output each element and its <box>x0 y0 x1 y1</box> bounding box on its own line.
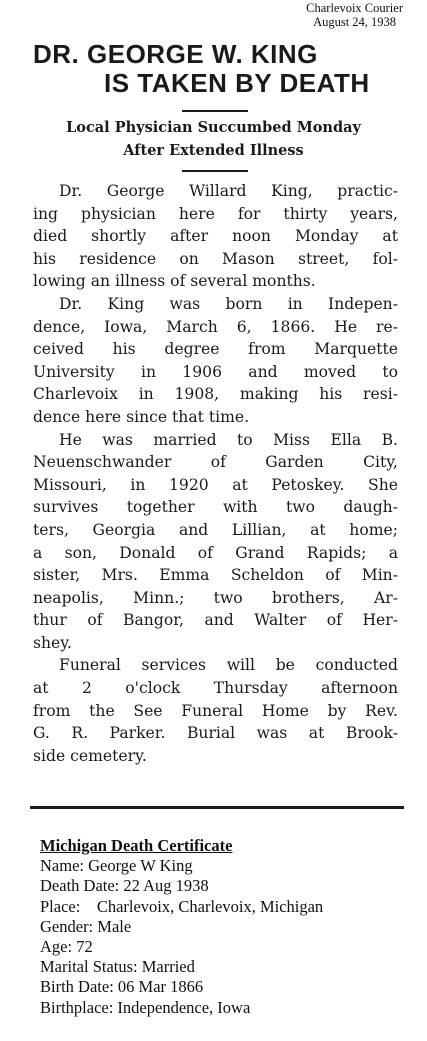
headline-divider <box>182 110 248 112</box>
article-line: side cemetery. <box>33 746 147 765</box>
subheadline <box>0 116 427 162</box>
certificate-marital-status: Marital Status: Married <box>40 957 195 977</box>
certificate-place: Place: Charlevoix, Charlevoix, Michigan <box>40 896 324 916</box>
certificate-title: Michigan Death Certificate <box>40 836 233 855</box>
article-line: at 2 o'clock Thursday afternoon <box>33 679 398 698</box>
subhead-divider <box>182 170 248 172</box>
article-line: Neuenschwander of Garden City, <box>33 453 398 472</box>
article-line: Dr. King was born in Indepen- <box>59 294 398 313</box>
article-line: died shortly after noon Monday at <box>33 227 398 246</box>
article-line: survives together with two daugh- <box>33 498 398 517</box>
obituary-article <box>33 180 398 767</box>
certificate-name: Name: George W King <box>40 856 193 876</box>
article-line: a son, Donald of Grand Rapids; a <box>33 543 398 562</box>
article-line: shey. <box>33 633 72 652</box>
subheadline-line-2: After Extended Illness <box>123 142 304 159</box>
article-line: G. R. Parker. Burial was at Brook- <box>33 724 398 743</box>
certificate-death-date: Death Date: 22 Aug 1938 <box>40 876 209 896</box>
article-line: lowing an illness of several months. <box>33 272 316 291</box>
dateline <box>306 1 403 29</box>
article-line: from the See Funeral Home by Rev. <box>33 701 398 720</box>
article-line: dence here since that time. <box>33 407 250 426</box>
certificate-birth-date: Birth Date: 06 Mar 1866 <box>40 977 204 997</box>
section-divider <box>30 806 404 809</box>
certificate-birthplace: Birthplace: Independence, Iowa <box>40 997 251 1017</box>
article-line: Missouri, in 1920 at Petoskey. She <box>33 475 398 494</box>
death-certificate <box>40 836 323 1018</box>
article-line: thur of Bangor, and Walter of Her- <box>33 611 398 630</box>
certificate-age: Age: 72 <box>40 937 93 957</box>
article-line: sister, Mrs. Emma Scheldon of Min- <box>33 566 398 585</box>
article-line: University in 1906 and moved to <box>33 362 398 381</box>
article-line: dence, Iowa, March 6, 1866. He re- <box>33 317 398 336</box>
article-line: ing physician here for thirty years, <box>33 204 398 223</box>
article-line: Dr. George Willard King, practic- <box>59 182 398 200</box>
certificate-gender: Gender: Male <box>40 916 132 936</box>
publication-date: August 24, 1938 <box>313 15 397 29</box>
article-line: his residence on Mason street, fol- <box>33 249 398 268</box>
headline-line-2: IS TAKEN BY DEATH <box>104 68 370 98</box>
headline-line-1: DR. GEORGE W. KING <box>33 39 318 69</box>
article-line: Funeral services will be conducted <box>59 656 398 675</box>
subheadline-line-1: Local Physician Succumbed Monday <box>66 119 361 136</box>
article-line: Charlevoix in 1908, making his resi- <box>33 385 398 404</box>
newspaper-name: Charlevoix Courier <box>306 1 403 15</box>
article-line: ters, Georgia and Lillian, at home; <box>33 520 398 539</box>
article-line: ceived his degree from Marquette <box>33 340 398 359</box>
article-line: He was married to Miss Ella B. <box>59 430 398 449</box>
article-line: neapolis, Minn.; two brothers, Ar- <box>33 588 398 607</box>
